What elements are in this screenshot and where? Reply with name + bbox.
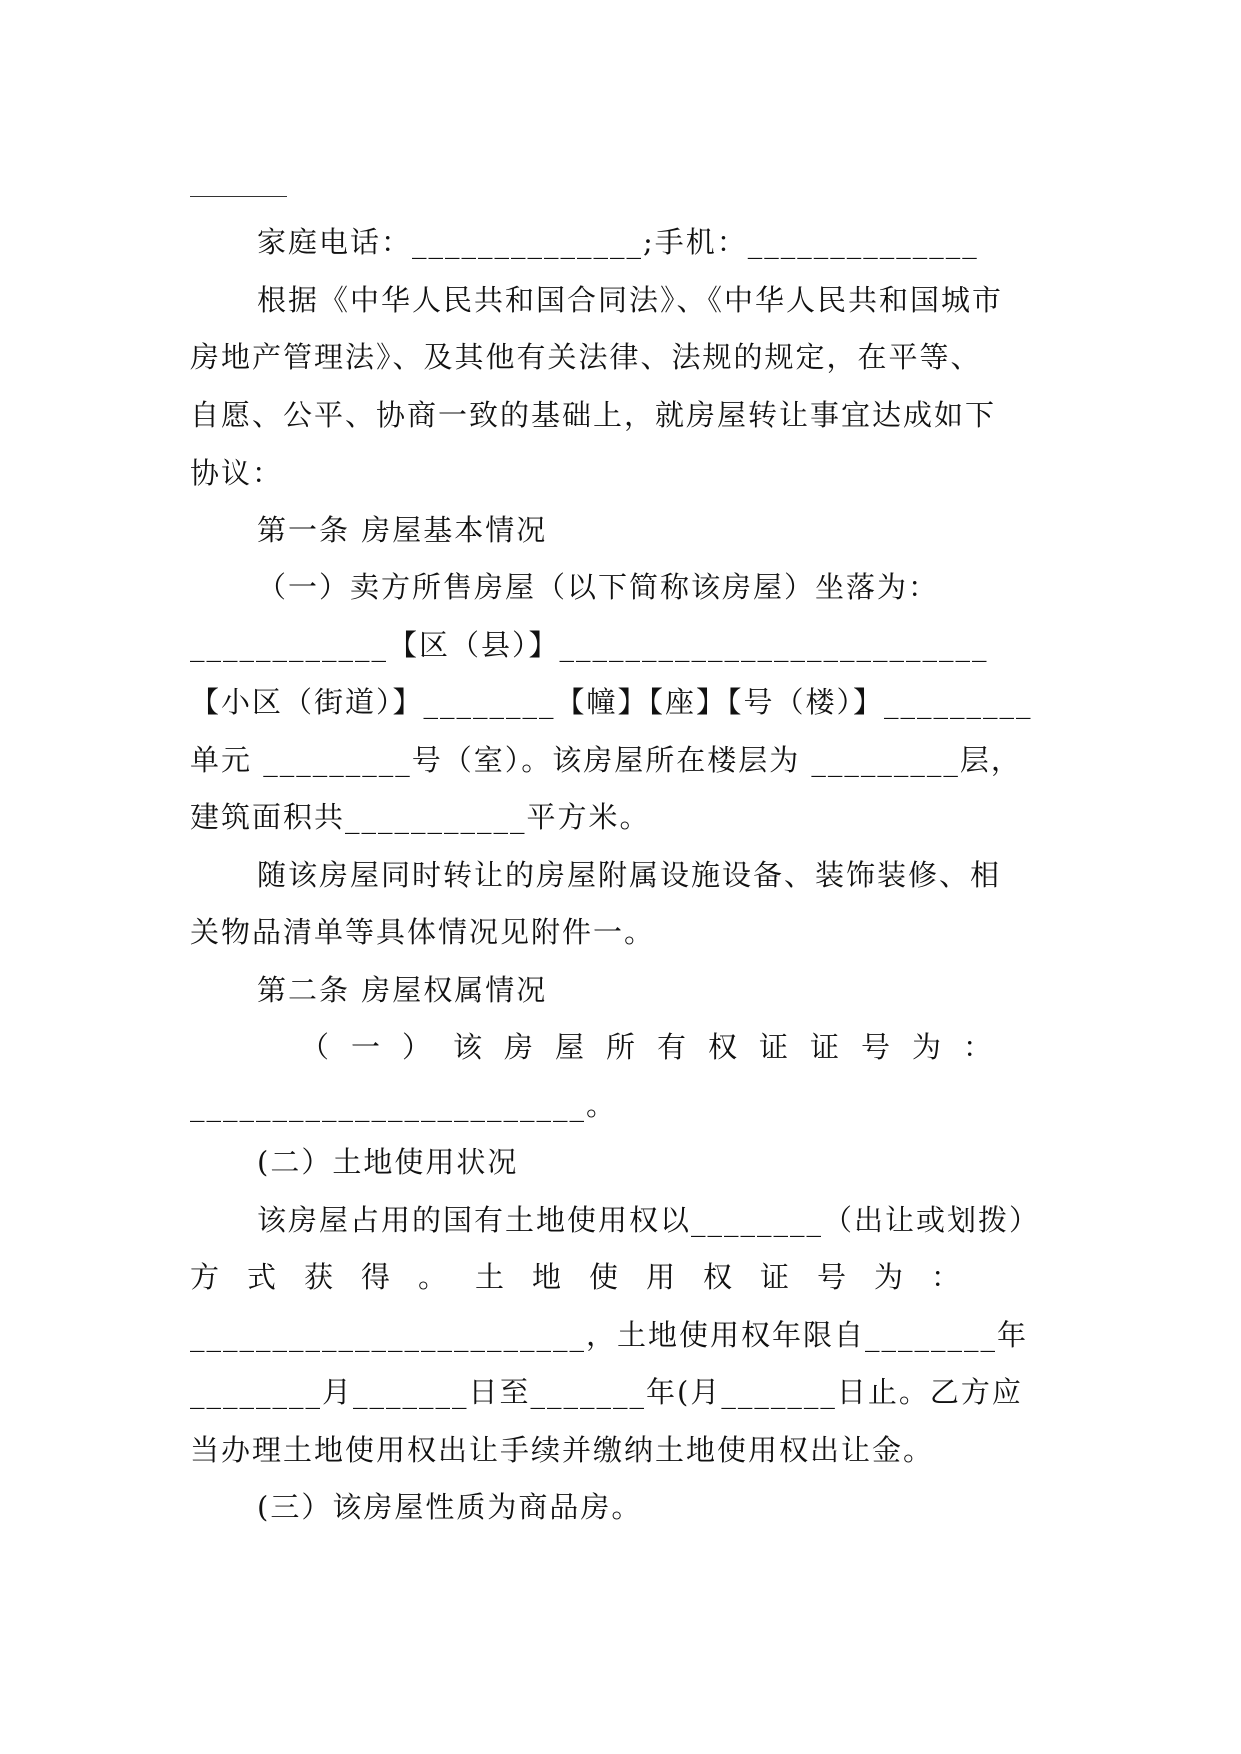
location-line-3: 【小区（街道）】________【幢】【座】【号（楼）】_________ <box>190 685 1033 719</box>
land-use-line-1: 该房屋占用的国有土地使用权以________（出让或划拨） <box>257 1203 1041 1237</box>
para-basis-line-4: 协议： <box>190 456 284 490</box>
location-line-4: 单元 _________号（室）。该房屋所在楼层为 _________层， <box>190 743 1022 777</box>
para-basis-line-3: 自愿、公平、协商一致的基础上，就房屋转让事宜达成如下 <box>190 398 997 432</box>
land-use-heading: (二）土地使用状况 <box>257 1145 519 1179</box>
location-line-1: （一）卖方所售房屋（以下简称该房屋）坐落为： <box>257 570 940 604</box>
para-basis-line-1: 根据《中华人民共和国合同法》、《中华人民共和国城市 <box>257 283 1004 317</box>
property-nature-line: (三）该房屋性质为商品房。 <box>257 1490 643 1524</box>
home-phone-line: 家庭电话：______________;手机：______________ <box>257 225 979 259</box>
ownership-cert-line-1: （一）该房屋所有权证证号为： <box>300 1030 1015 1064</box>
location-line-2: ____________【区（县）】__________________________ <box>190 628 989 662</box>
para-basis-line-2: 房地产管理法》、及其他有关法律、法规的规定，在平等、 <box>190 340 982 374</box>
land-use-line-4: ________月_______日至_______年(月_______日止。乙方应 <box>190 1375 1023 1409</box>
land-use-line-5: 当办理土地使用权出让手续并缴纳土地使用权出让金。 <box>190 1433 935 1467</box>
attachment-line-2: 关物品清单等具体情况见附件一。 <box>190 915 656 949</box>
location-line-5: 建筑面积共___________平方米。 <box>190 800 651 834</box>
article-2-heading: 第二条 房屋权属情况 <box>257 973 548 1007</box>
ownership-cert-line-2: ________________________。 <box>190 1088 618 1122</box>
top-blank-line <box>190 196 287 197</box>
article-1-heading: 第一条 房屋基本情况 <box>257 513 548 547</box>
attachment-line-1: 随该房屋同时转让的房屋附属设施设备、装饰装修、相 <box>257 858 1002 892</box>
land-use-line-2: 方式获得。土地使用权证号为： <box>190 1260 989 1294</box>
land-use-line-3: ________________________，土地使用权年限自________年 <box>190 1318 1029 1352</box>
